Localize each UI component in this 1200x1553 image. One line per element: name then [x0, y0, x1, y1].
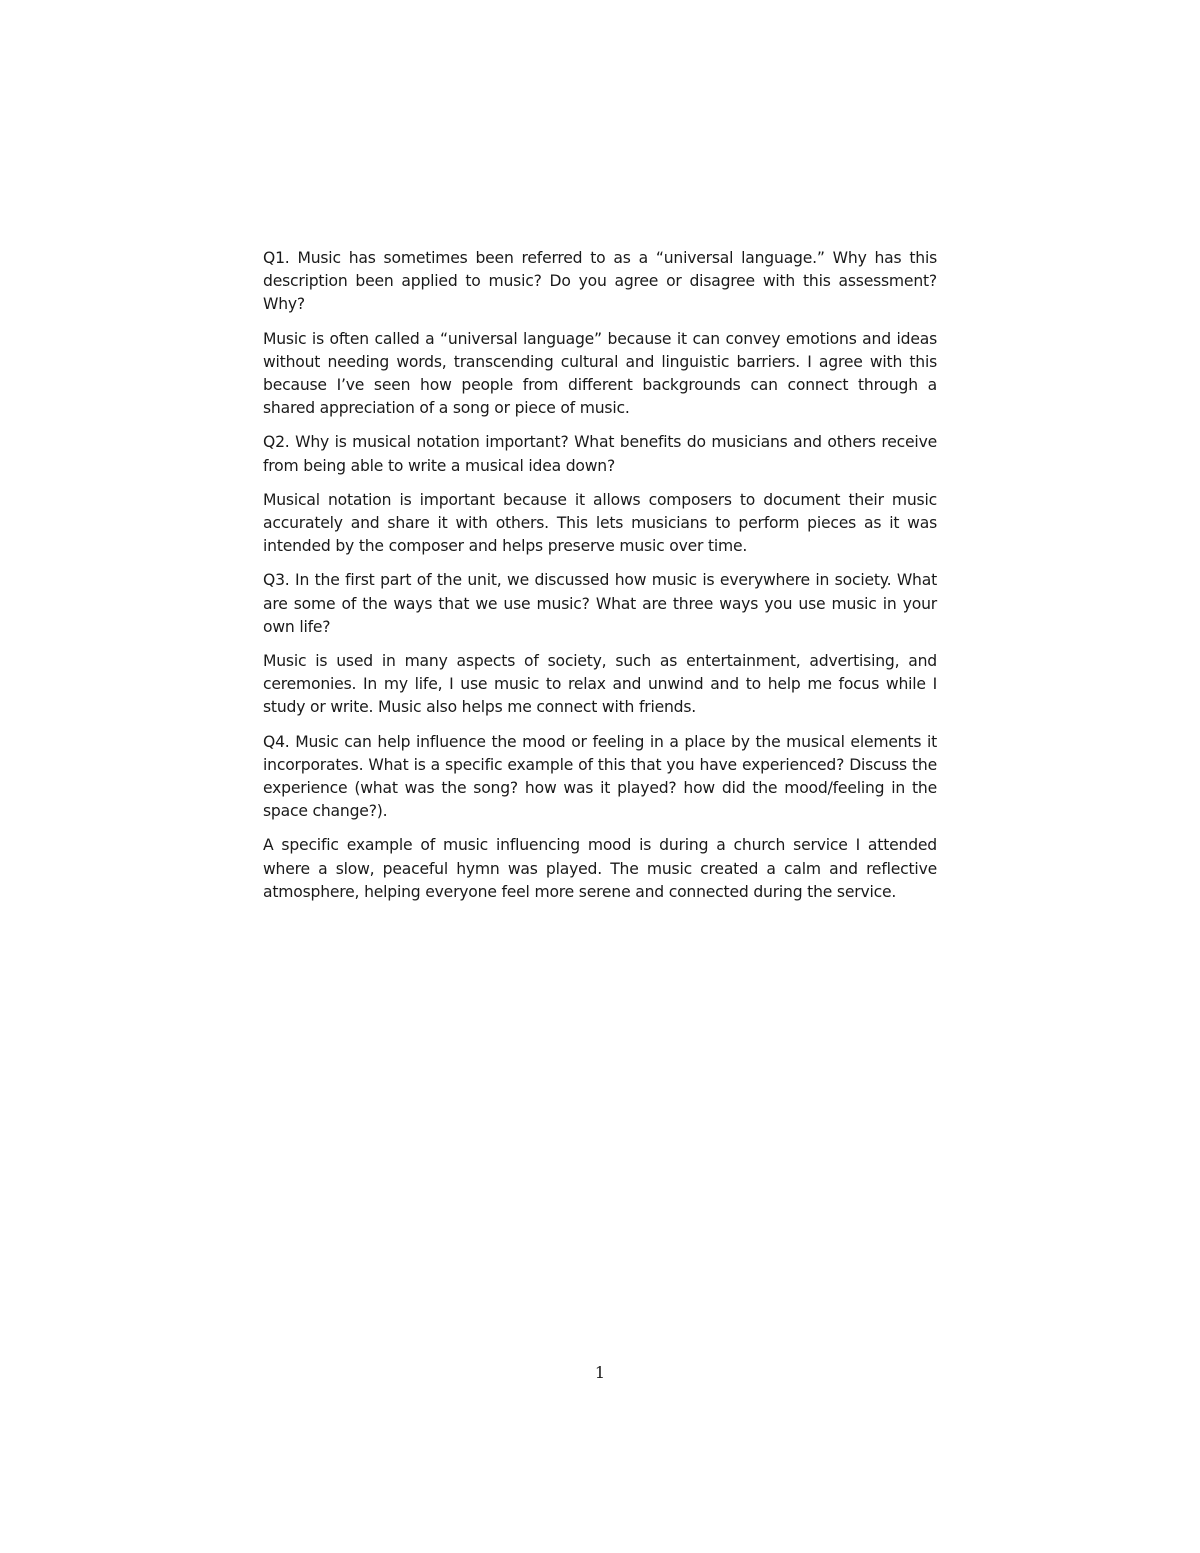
answer-4: A specific example of music influencing mood is during a church service I attended where a slow, peaceful hymn was played. The music created a calm and reflective atmosphere, helping everyone feel more serene and connected during the service.	[263, 836, 937, 901]
answer-3: Music is used in many aspects of society, such as entertainment, advertising, and ceremonies. In my life, I use music to relax and unwind and to help me focus while I study or write. Music also helps me connect with friends.	[263, 652, 937, 717]
question-4: Q4. Music can help influence the mood or feeling in a place by the musical elements it incorporates. What is a specific example of this that you have experienced? Discuss the experience (what was the song? how was it played? how did the mood/feeling in the space change?).	[263, 732, 937, 821]
page-number: 1	[594, 1363, 606, 1382]
question-1: Q1. Music has sometimes been referred to as a “universal language.” Why has this description been applied to music? Do you agree or disagree with this assessment? Why?	[263, 249, 937, 314]
question-2: Q2. Why is musical notation important? What benefits do musicians and others receive from being able to write a musical idea down?	[263, 433, 937, 475]
question-3: Q3. In the first part of the unit, we discussed how music is everywhere in society. What are some of the ways that we use music? What are three ways you use music in your own life?	[263, 571, 937, 636]
document-body	[263, 247, 937, 915]
answer-2: Musical notation is important because it allows composers to document their music accurately and share it with others. This lets musicians to perform pieces as it was intended by the composer and helps preserve music over time.	[263, 490, 937, 556]
answer-1: Music is often called a “universal language” because it can convey emotions and ideas without needing words, transcending cultural and linguistic barriers. I agree with this because I’ve seen how people from different backgrounds can connect through a shared appreciation of a song or piece of music.	[263, 329, 937, 418]
